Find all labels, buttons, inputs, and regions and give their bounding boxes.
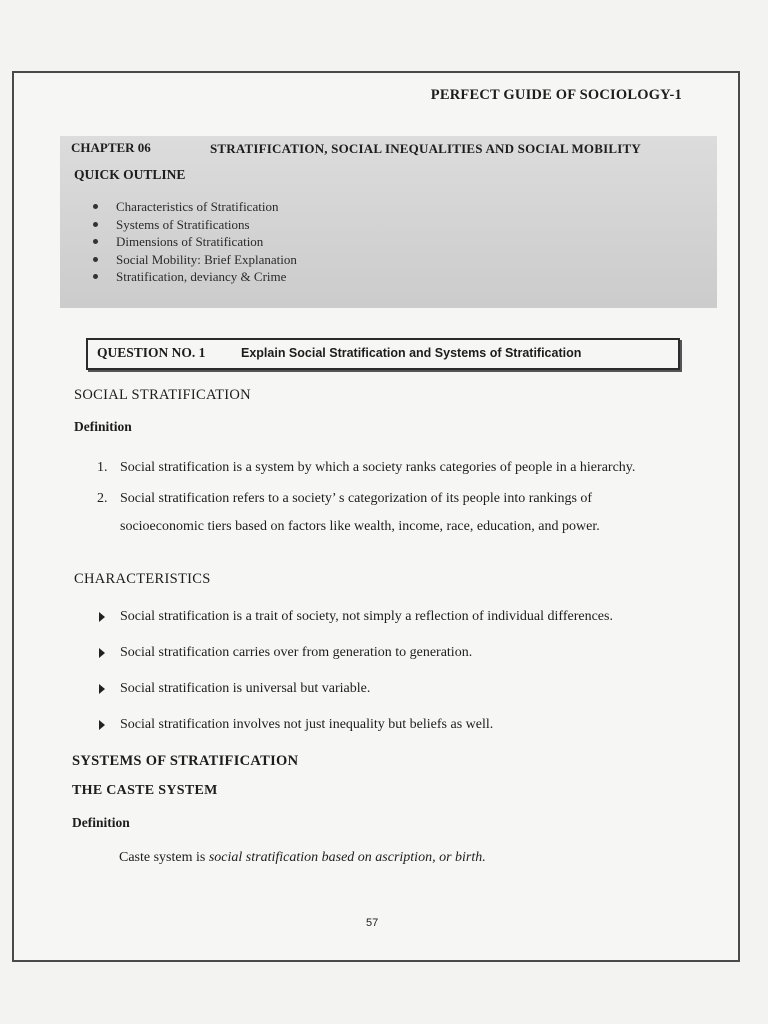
caste-definition-italic: social stratification based on ascription, or birth.: [208, 850, 486, 865]
section-heading-caste-system: THE CASTE SYSTEM: [72, 783, 218, 798]
characteristic-item: [97, 715, 697, 751]
outline-item: Stratification, deviancy & Crime: [90, 268, 297, 286]
definition-number: 1.: [97, 460, 108, 475]
caste-definition-label: Definition: [72, 815, 130, 830]
page-number: 57: [366, 917, 379, 929]
characteristic-item: [97, 607, 697, 643]
triangle-bullet-icon: [99, 720, 105, 730]
section-heading-systems: SYSTEMS OF STRATIFICATION: [72, 753, 299, 769]
characteristic-text: Social stratification is universal but variable.: [120, 681, 371, 696]
caste-definition: [119, 850, 486, 866]
outline-item: Dimensions of Stratification: [90, 233, 297, 251]
section-heading-characteristics: CHARACTERISTICS: [74, 571, 211, 587]
book-title: PERFECT GUIDE OF SOCIOLOGY-1: [430, 87, 682, 103]
definition-number: 2.: [97, 491, 108, 506]
definition-item: [97, 457, 677, 479]
chapter-title: STRATIFICATION, SOCIAL INEQUALITIES AND SOCIAL MOBILITY: [210, 141, 641, 156]
triangle-bullet-icon: [99, 612, 105, 622]
definition-label: Definition: [74, 419, 132, 434]
characteristic-text: Social stratification carries over from generation to generation.: [120, 645, 473, 660]
question-box: [86, 338, 680, 370]
characteristic-item: [97, 643, 697, 679]
outline-item: Systems of Stratifications: [90, 216, 297, 234]
characteristics-list: [97, 607, 697, 751]
chapter-number: CHAPTER 06: [71, 140, 151, 155]
definition-text: Social stratification refers to a society’ s categorization of its people into rankings of socioeconomic tiers based on factors like wealth, income, race, education, and power.: [120, 491, 600, 534]
question-number: QUESTION NO. 1: [97, 345, 206, 360]
outline-item: Social Mobility: Brief Explanation: [90, 251, 297, 269]
characteristic-text: Social stratification involves not just inequality but beliefs as well.: [120, 717, 494, 732]
outline-item: Characteristics of Stratification: [90, 198, 297, 216]
definition-text: Social stratification is a system by which a society ranks categories of people in a hierarchy.: [120, 460, 636, 475]
triangle-bullet-icon: [99, 684, 105, 694]
section-heading-social-stratification: SOCIAL STRATIFICATION: [74, 387, 251, 403]
definition-item: [97, 485, 677, 541]
caste-definition-prefix: Caste system is: [119, 850, 209, 865]
outline-list: [90, 198, 297, 286]
definition-list: [97, 457, 677, 541]
quick-outline-heading: QUICK OUTLINE: [74, 167, 186, 182]
question-text: Explain Social Stratification and Systems of Stratification: [241, 346, 582, 360]
characteristic-text: Social stratification is a trait of society, not simply a reflection of individual differences.: [120, 609, 613, 624]
triangle-bullet-icon: [99, 648, 105, 658]
characteristic-item: [97, 679, 697, 715]
chapter-outline-box: [60, 136, 717, 308]
